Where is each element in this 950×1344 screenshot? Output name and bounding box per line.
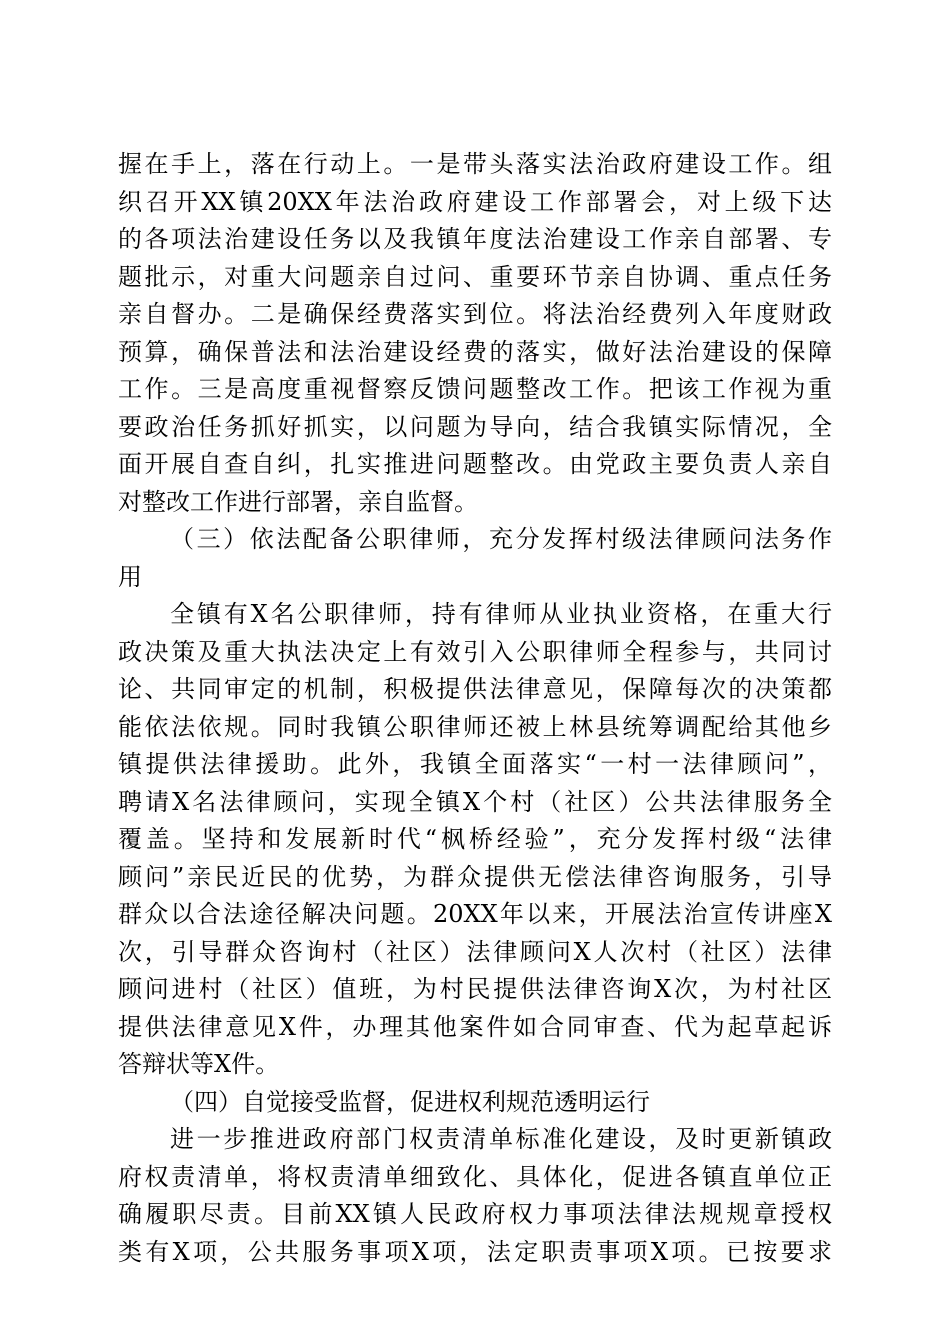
body-line: 工作。三是高度重视督察反馈问题整改工作。把该工作视为重 — [118, 375, 832, 403]
body-line: 织召开XX镇20XX年法治政府建设工作部署会，对上级下达 — [118, 187, 832, 216]
section-heading-4: （四）自觉接受监督，促进权利规范透明运行 — [170, 1087, 650, 1116]
body-line: 政决策及重大执法决定上有效引入公职律师全程参与，共同讨 — [118, 637, 832, 666]
body-line: 的各项法治建设任务以及我镇年度法治建设工作亲自部署、专 — [118, 225, 832, 253]
body-line: 确履职尽责。目前XX镇人民政府权力事项法律法规规章授权 — [118, 1200, 832, 1228]
body-line: 亲自督办。二是确保经费落实到位。将法治经费列入年度财政 — [118, 300, 832, 328]
body-line: 次，引导群众咨询村（社区）法律顾问X人次村（社区）法律 — [118, 937, 832, 966]
body-line: 论、共同审定的机制，积极提供法律意见，保障每次的决策都 — [118, 675, 832, 703]
body-line: 类有X项，公共服务事项X项，法定职责事项X项。已按要求 — [118, 1237, 832, 1266]
body-line: 顾问”亲民近民的优势，为群众提供无偿法律咨询服务，引导 — [118, 862, 832, 891]
body-line: 能依法依规。同时我镇公职律师还被上林县统筹调配给其他乡 — [118, 712, 832, 741]
body-line: 全镇有X名公职律师，持有律师从业执业资格，在重大行 — [170, 600, 832, 628]
body-line: 握在手上，落在行动上。一是带头落实法治政府建设工作。组 — [118, 150, 832, 178]
body-line: 群众以合法途径解决问题。20XX年以来，开展法治宣传讲座X — [118, 900, 832, 928]
body-line: 对整改工作进行部署，亲自监督。 — [118, 487, 478, 516]
body-line: 要政治任务抓好抓实，以问题为导向，结合我镇实际情况，全 — [118, 412, 832, 441]
body-line: 进一步推进政府部门权责清单标准化建设，及时更新镇政 — [170, 1125, 832, 1153]
body-line: 聘请X名法律顾问，实现全镇X个村（社区）公共法律服务全 — [118, 787, 832, 816]
body-line: 题批示，对重大问题亲自过问、重要环节亲自协调、重点任务 — [118, 262, 832, 291]
section-heading-3-cont: 用 — [118, 562, 142, 591]
body-line: 提供法律意见X件，办理其他案件如合同审查、代为起草起诉 — [118, 1012, 832, 1041]
body-line: 答辩状等X件。 — [118, 1050, 280, 1078]
body-line: 府权责清单，将权责清单细致化、具体化，促进各镇直单位正 — [118, 1162, 832, 1191]
body-line: 预算，确保普法和法治建设经费的落实，做好法治建设的保障 — [118, 337, 832, 366]
body-line: 顾问进村（社区）值班，为村民提供法律咨询X次，为村社区 — [118, 975, 832, 1003]
section-heading-3: （三）依法配备公职律师，充分发挥村级法律顾问法务作 — [170, 525, 832, 553]
body-line: 镇提供法律援助。此外，我镇全面落实“一村一法律顾问”， — [118, 750, 832, 778]
body-line: 面开展自查自纠，扎实推进问题整改。由党政主要负责人亲自 — [118, 450, 832, 478]
body-line: 覆盖。坚持和发展新时代“枫桥经验”，充分发挥村级“法律 — [118, 825, 832, 853]
